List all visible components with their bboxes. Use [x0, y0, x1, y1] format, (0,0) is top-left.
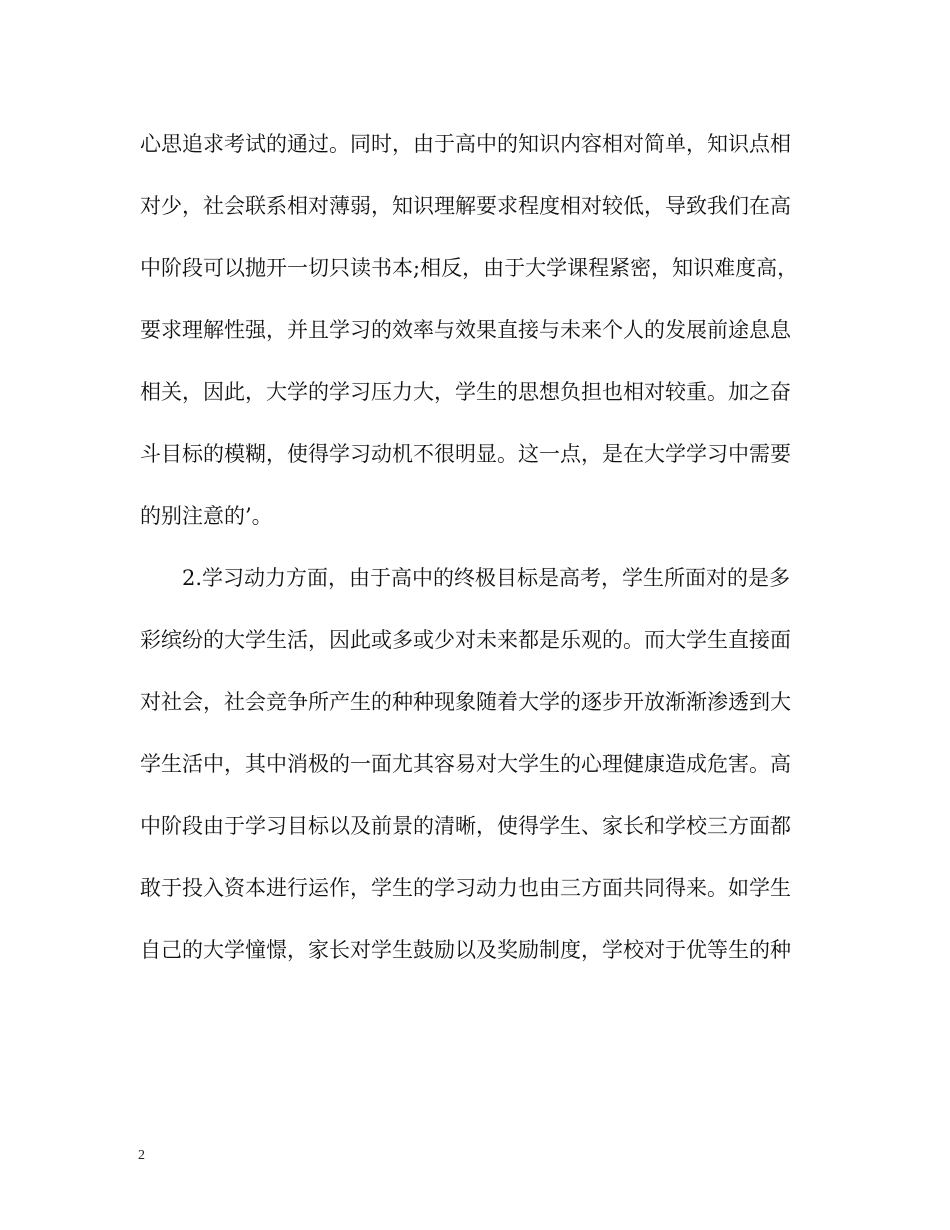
text-line: 斗目标的模糊，使得学习动机不很明显。这一点，是在大学学习中需要 — [140, 442, 791, 466]
text-line: 的别注意的’。 — [140, 504, 273, 528]
text-line: 敢于投入资本进行运作，学生的学习动力也由三方面共同得来。如学生 — [140, 876, 791, 900]
text-line: 中阶段由于学习目标以及前景的清晰，使得学生、家长和学校三方面都 — [140, 814, 791, 838]
text-line: 彩缤纷的大学生活，因此或多或少对未来都是乐观的。而大学生直接面 — [140, 628, 791, 652]
text-line: 要求理解性强，并且学习的效率与效果直接与未来个人的发展前途息息 — [140, 318, 791, 342]
text-line: 心思追求考试的通过。同时，由于高中的知识内容相对简单，知识点相 — [140, 132, 791, 156]
text-line: 中阶段可以抛开一切只读书本;相反，由于大学课程紧密，知识难度高， — [140, 256, 799, 280]
text-line: 自己的大学憧憬，家长对学生鼓励以及奖励制度，学校对于优等生的种 — [140, 938, 791, 962]
paragraph-first-line: 2.学习动力方面，由于高中的终极目标是高考，学生所面对的是多 — [182, 566, 791, 590]
text-line: 对少，社会联系相对薄弱，知识理解要求程度相对较低，导致我们在高 — [140, 194, 791, 218]
text-line: 学生活中，其中消极的一面尤其容易对大学生的心理健康造成危害。高 — [140, 752, 791, 776]
text-line: 对社会，社会竞争所产生的种种现象随着大学的逐步开放渐渐渗透到大 — [140, 690, 791, 714]
page-number: 2 — [138, 1148, 145, 1163]
text-line: 相关，因此，大学的学习压力大，学生的思想负担也相对较重。加之奋 — [140, 380, 791, 404]
